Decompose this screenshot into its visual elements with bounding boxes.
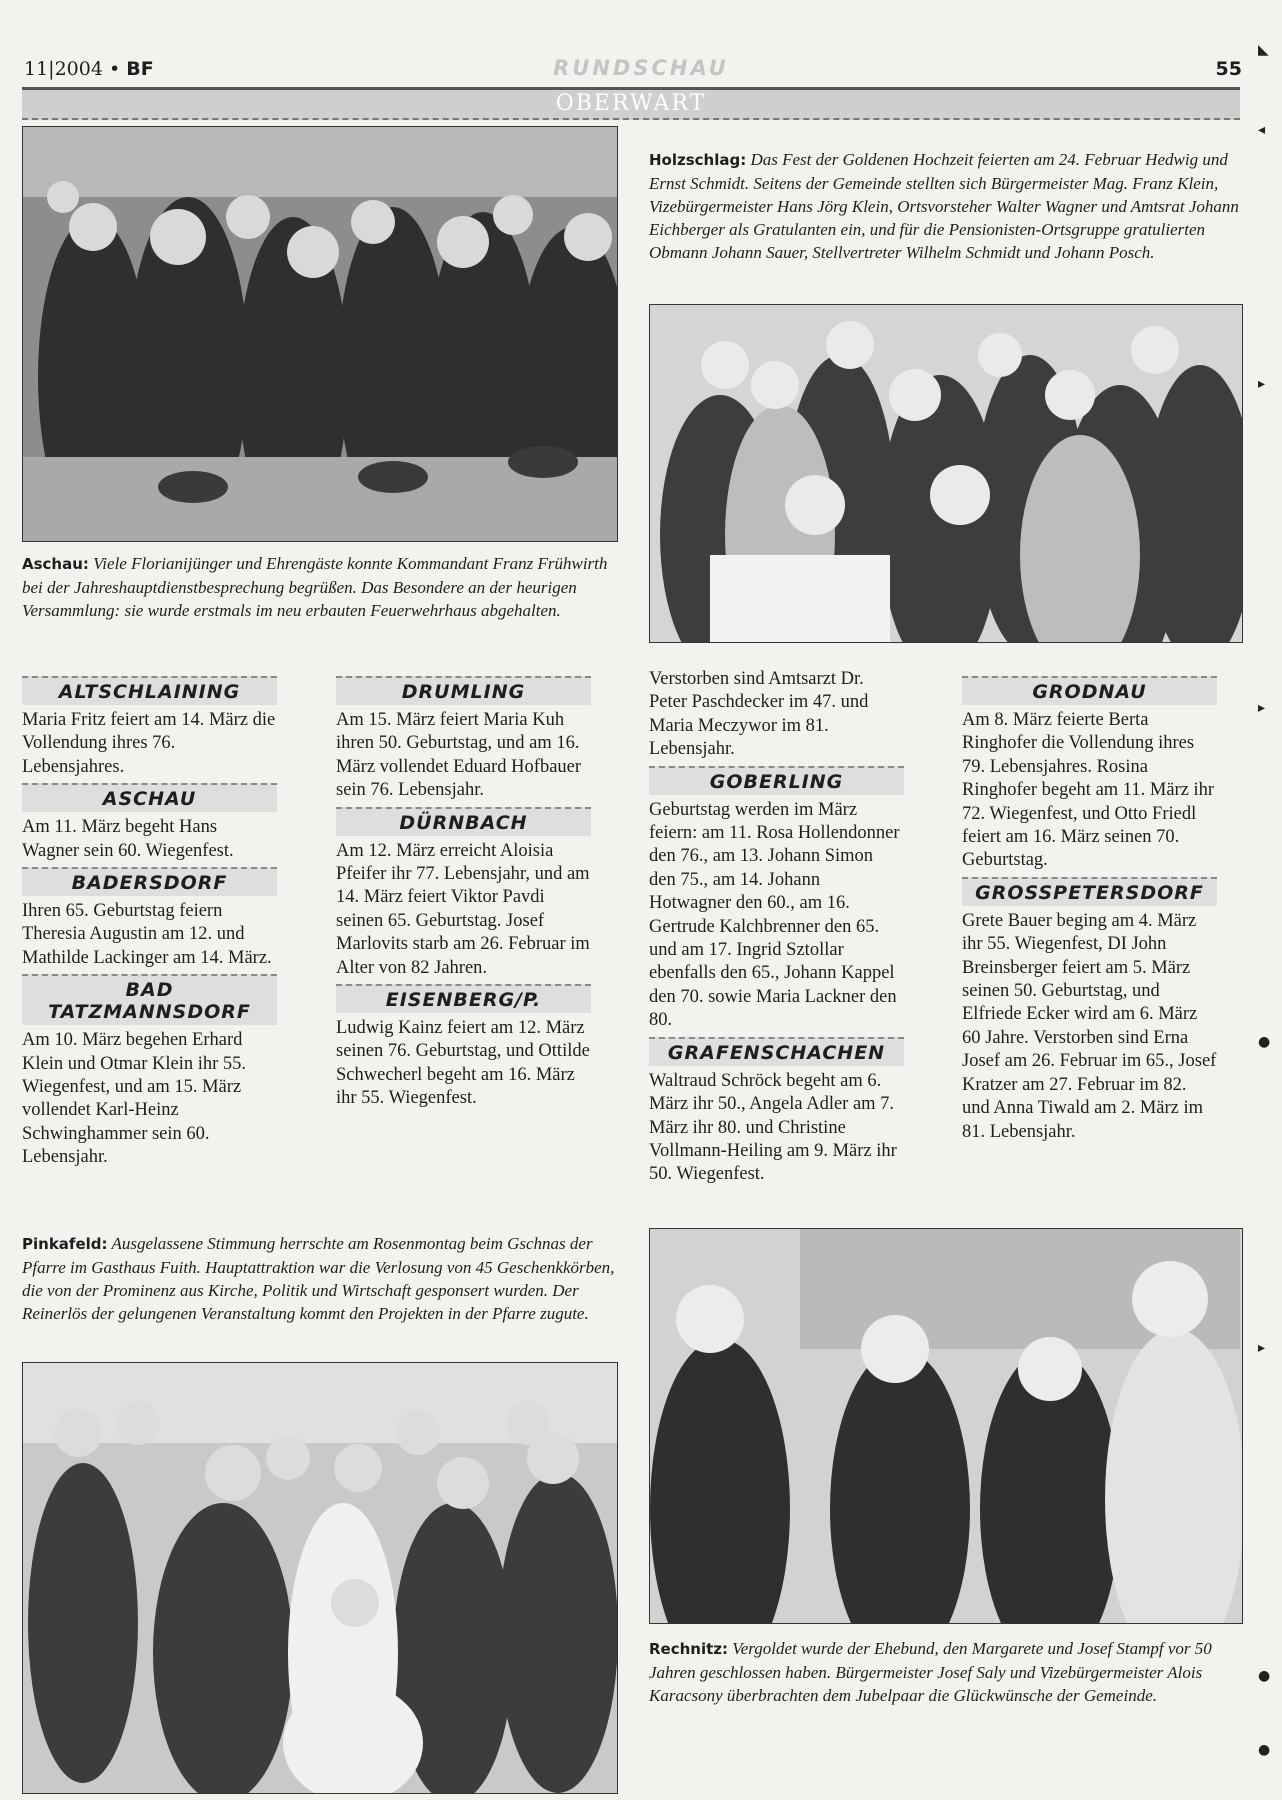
section-title: RUNDSCHAU: [553, 56, 729, 80]
issue-number: 11|2004: [24, 58, 103, 80]
publication-name: BF: [126, 58, 154, 80]
heading-grafenschachen: GRAFENSCHACHEN: [649, 1037, 904, 1066]
text-durnbach: Am 12. März erreicht Aloisia Pfeifer ihr 77. Lebensjahr, und am 14. März feiert Viktor Pavdi seinen 65. Geburtstag. Josef Marlovits starb am 26. Februar im Alter von 82 Jahren.: [336, 840, 590, 978]
caption-rechnitz: [649, 1637, 1245, 1707]
text-verstorben: Verstorben sind Amtsarzt Dr. Peter Paschdecker im 47. und Maria Meczywor im 81. Lebensjahr.: [649, 669, 869, 760]
heading-drumling: DRUMLING: [336, 676, 591, 705]
caption-pinkafeld-place: Pinkafeld:: [22, 1235, 108, 1253]
text-grafenschachen: Waltraud Schröck begeht am 6. März ihr 50., Angela Adler am 7. März ihr 80. und Christine Vollmann-Heiling am 9. März ihr 50. Wiegenfest.: [649, 1070, 897, 1185]
margin-mark: ◂: [1258, 122, 1266, 138]
caption-holzschlag-place: Holzschlag:: [649, 151, 747, 169]
text-goberling: Geburtstag werden im März feiern: am 11. Rosa Hollendonner den 76., am 13. Johann Simon den 75., am 14. Johann Hotwagner den 60., am 16. Gertrude Kalchbrenner den 65. und am 17. Ingrid Sztollar ebenfalls den 65., Johann Kappel den 70. sowie Maria Lackner den 80.: [649, 799, 900, 1031]
page-number: 55: [1215, 58, 1242, 80]
heading-aschau: ASCHAU: [22, 783, 277, 812]
caption-rechnitz-text: Vergoldet wurde der Ehebund, den Margarete und Josef Stampf vor 50 Jahren geschlossen haben. Bürgermeister Josef Saly und Vizebürgermeister Alois Karacsony überbrachten dem Jubelpaar die Glückwünsche der Gemeinde.: [649, 1639, 1212, 1705]
caption-aschau: [22, 552, 622, 622]
photo-holzschlag-golden-wedding: [649, 304, 1243, 643]
photo-rechnitz-golden-wedding: [649, 1228, 1243, 1624]
caption-holzschlag: [649, 148, 1245, 264]
caption-pinkafeld-text: Ausgelassene Stimmung herrschte am Rosenmontag beim Gschnas der Pfarre im Gasthaus Fuith. Hauptattraktion war die Verlosung von 45 Geschenkkörben, die von der Prominenz aus Kirche, Politik und Wirtschaft gesponsert wurden. Der Reinerlös der gelungenen Veranstaltung kommt den Projekten in der Pfarre zugute.: [22, 1234, 615, 1323]
issue-header: 11|2004 • BF: [24, 58, 154, 80]
column-1: [22, 672, 277, 1170]
heading-altschlaining: ALTSCHLAINING: [22, 676, 277, 705]
margin-mark: ●: [1258, 1034, 1271, 1050]
margin-mark: ▸: [1258, 1340, 1266, 1356]
heading-grosspetersdorf: GROSSPETERSDORF: [962, 877, 1217, 906]
margin-mark: ●: [1258, 1668, 1271, 1684]
text-drumling: Am 15. März feiert Maria Kuh ihren 50. Geburtstag, und am 16. März vollendet Eduard Hofbauer sein 76. Lebensjahr.: [336, 710, 582, 801]
column-4: [962, 672, 1217, 1144]
margin-mark: ▸: [1258, 376, 1266, 392]
caption-pinkafeld: [22, 1232, 622, 1325]
column-3: [649, 668, 904, 1187]
photo-aschau-firefighters: [22, 126, 618, 542]
heading-goberling: GOBERLING: [649, 766, 904, 795]
caption-rechnitz-place: Rechnitz:: [649, 1640, 729, 1658]
heading-eisenberg: EISENBERG/P.: [336, 984, 591, 1013]
heading-badersdorf: BADERSDORF: [22, 867, 277, 896]
region-band: [22, 90, 1240, 120]
text-eisenberg: Ludwig Kainz feiert am 12. März seinen 76. Geburtstag, und Ottilde Schwecherl begeht am 16. März ihr 55. Wiegenfest.: [336, 1018, 590, 1109]
caption-holzschlag-text: Das Fest der Goldenen Hochzeit feierten am 24. Februar Hedwig und Ernst Schmidt. Seitens der Gemeinde stellten sich Bürgermeister Mag. Franz Klein, Vizebürgermeister Hans Jörg Klein, Ortsvorsteher Walter Wagner und Amtsrat Johann Eichberger als Gratulanten ein, und für die Pensionisten-Ortsgruppe gratulierten Obmann Johann Sauer, Stellvertreter Wilhelm Schmidt und Johann Posch.: [649, 150, 1239, 262]
margin-mark: ◣: [1258, 42, 1269, 58]
text-aschau: Am 11. März begeht Hans Wagner sein 60. Wiegenfest.: [22, 817, 234, 861]
text-bad-tatzmannsdorf: Am 10. März begehen Erhard Klein und Otmar Klein ihr 55. Wiegenfest, und am 15. März vollendet Karl-Heinz Schwinghammer sein 60. Lebensjahr.: [22, 1030, 247, 1168]
photo-pinkafeld-carnival: [22, 1362, 618, 1794]
heading-durnbach: DÜRNBACH: [336, 807, 591, 836]
text-altschlaining: Maria Fritz feiert am 14. März die Vollendung ihres 76. Lebensjahres.: [22, 710, 276, 777]
caption-aschau-text: Viele Florianijünger und Ehrengäste konnte Kommandant Franz Frühwirth bei der Jahreshauptdienstbesprechung begrüßen. Das Besondere an der heurigen Versammlung: sie wurde erstmals im neu erbauten Feuerwehrhaus abgehalten.: [22, 554, 608, 620]
text-badersdorf: Ihren 65. Geburtstag feiern Theresia Augustin am 12. und Mathilde Lackinger am 14. März.: [22, 901, 272, 968]
column-2: [336, 672, 591, 1111]
margin-mark: ●: [1258, 1742, 1271, 1758]
caption-aschau-place: Aschau:: [22, 555, 89, 573]
region-title: OBERWART: [555, 91, 707, 116]
heading-bad-tatzmannsdorf: BAD TATZMANNSDORF: [22, 974, 277, 1025]
text-grosspetersdorf: Grete Bauer beging am 4. März ihr 55. Wiegenfest, DI John Breinsberger feiert am 5. März seinen 50. Geburtstag, und Elfriede Ecker wird am 6. März 60 Jahre. Verstorben sind Erna Josef am 26. Februar im 65., Josef Kratzer am 27. Februar im 82. und Anna Tiwald am 2. März im 81. Lebensjahr.: [962, 910, 1217, 1142]
margin-mark: ▸: [1258, 700, 1266, 716]
heading-grodnau: GRODNAU: [962, 676, 1217, 705]
text-grodnau: Am 8. März feierte Berta Ringhofer die Vollendung ihres 79. Lebensjahres. Rosina Ringhofer begeht am 11. März ihr 72. Wiegenfest, und Otto Friedl feiert am 16. März seinen 70. Geburtstag.: [962, 710, 1215, 871]
